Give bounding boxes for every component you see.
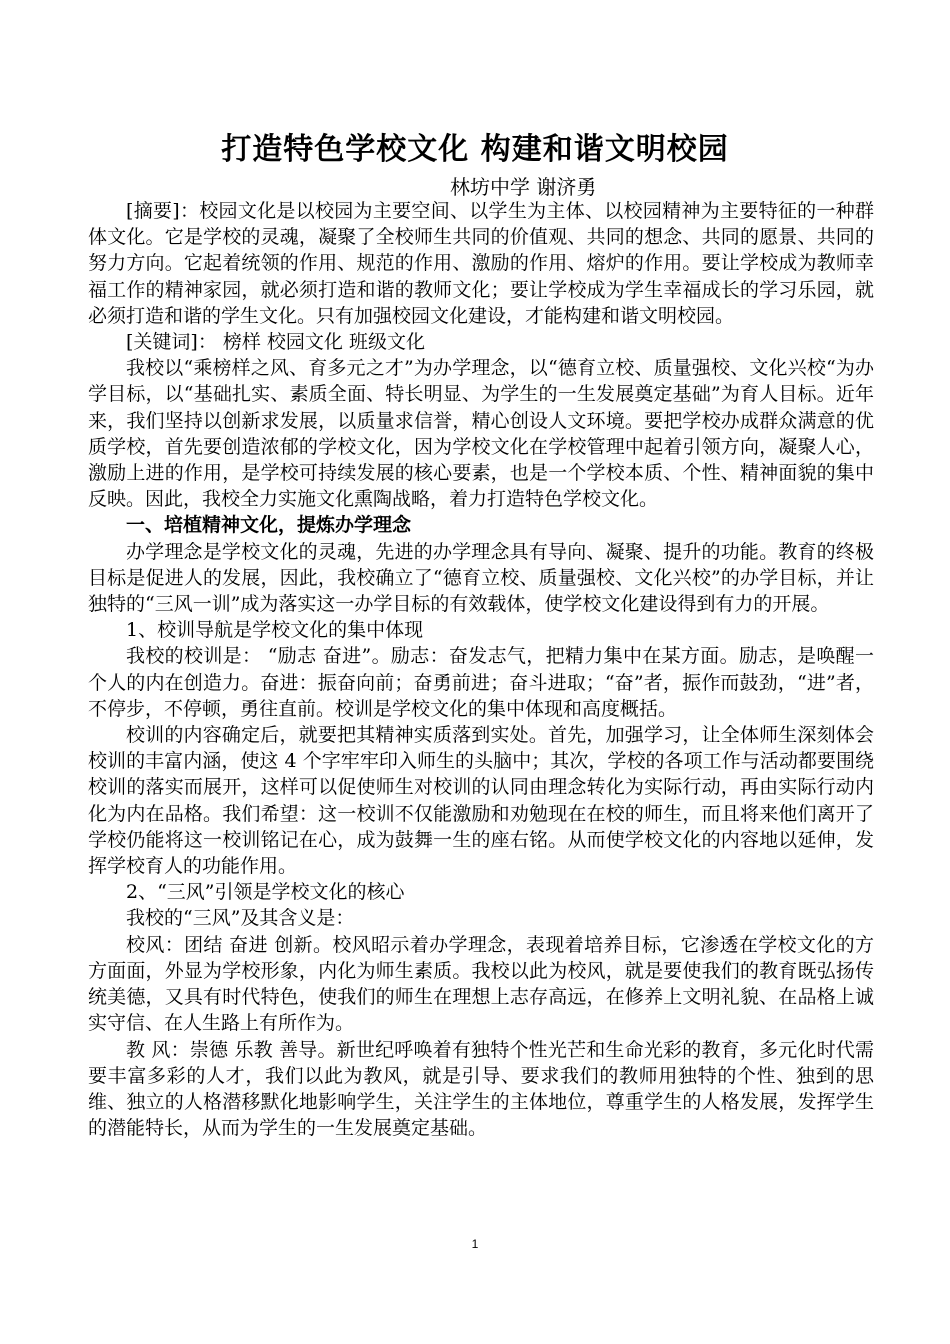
paragraph: 我校的校训是： “励志 奋进”。励志：奋发志气，把精力集中在某方面。励志，是唤醒一个人的内在创造力。奋进：振奋向前；奋勇前进；奋斗进取；“奋”者，振作而鼓劲，“进”者，不停步，不停顿，勇往直前。校训是学校文化的集中体现和高度概括。 xyxy=(88,645,874,720)
document-body xyxy=(88,198,874,1141)
paragraph: 我校的“三风”及其含义是： xyxy=(126,907,355,930)
paragraph: 办学理念是学校文化的灵魂，先进的办学理念具有导向、凝聚、提升的功能。教育的终极目标是促进人的发展，因此，我校确立了“德育立校、质量强校、文化兴校”的办学目标，并让独特的“三风一训”成为落实这一办学目标的有效载体，使学校文化建设得到有力的开展。 xyxy=(88,540,874,616)
subheading: 1、校训导航是学校文化的集中体现 xyxy=(126,619,424,642)
subheading: 2、“三风”引领是学校文化的核心 xyxy=(126,881,405,904)
page-number: 1 xyxy=(471,1237,479,1251)
paragraph: 校风：团结 奋进 创新。校风昭示着办学理念，表现着培养目标，它渗透在学校文化的方方面面，外显为学校形象，内化为师生素质。我校以此为校风，就是要使我们的教育既弘扬传统美德，又具有时代特色，使我们的师生在理想上志存高远，在修养上文明礼貌、在品格上诚实守信、在人生路上有所作为。 xyxy=(88,933,874,1035)
paragraph: 教 风：崇德 乐教 善导。新世纪呼唤着有独特个性光芒和生命光彩的教育，多元化时代需要丰富多彩的人才，我们以此为教风，就是引导、要求我们的教师用独特的个性、独到的思维、独立的人格潜移默化地影响学生，关注学生的主体地位，尊重学生的人格发展，发挥学生的潜能特长，从而为学生的一生发展奠定基础。 xyxy=(88,1038,874,1140)
paragraph-abstract: [摘要]：校园文化是以校园为主要空间、以学生为主体、以校园精神为主要特征的一种群体文化。它是学校的灵魂，凝聚了全校师生共同的价值观、共同的想念、共同的愿景、共同的努力方向。它起着统领的作用、规范的作用、激励的作用、熔炉的作用。要让学校成为教师幸福工作的精神家园，就必须打造和谐的教师文化；要让学校成为学生幸福成长的学习乐园，就必须打造和谐的学生文化。只有加强校园文化建设，才能构建和谐文明校园。 xyxy=(88,200,874,327)
paragraph: 校训的内容确定后，就要把其精神实质落到实处。首先，加强学习，让全体师生深刻体会校训的丰富内涵，使这 4 个字牢牢印入师生的头脑中；其次，学校的各项工作与活动都要围绕校训的落实而展开，这样可以促使师生对校训的认同由理念转化为实际行动，再由实际行动内化为内在品格。我们希望：这一校训不仅能激励和劝勉现在在校的师生，而且将来他们离开了学校仍能将这一校训铭记在心，成为鼓舞一生的座右铭。从而使学校文化的内容地以延伸，发挥学校育人的功能作用。 xyxy=(88,724,874,878)
paragraph: 我校以“乘榜样之风、育多元之才”为办学理念，以“德育立校、质量强校、文化兴校“为办学目标，以“基础扎实、素质全面、特长明显、为学生的一生发展奠定基础”为育人目标。近年来，我们坚持以创新求发展，以质量求信誉，精心创设人文环境。要把学校办成群众满意的优质学校，首先要创造浓郁的学校文化，因为学校文化在学校管理中起着引领方向，凝聚人心，激励上进的作用，是学校可持续发展的核心要素，也是一个学校本质、个性、精神面貌的集中反映。因此，我校全力实施文化熏陶战略，着力打造特色学校文化。 xyxy=(88,357,874,511)
author-line: 林坊中学 谢济勇 xyxy=(450,175,597,199)
document-title: 打造特色学校文化 构建和谐文明校园 xyxy=(221,132,729,167)
section-heading: 一、培植精神文化，提炼办学理念 xyxy=(126,514,412,537)
paragraph-keywords: [关键词]： 榜样 校园文化 班级文化 xyxy=(126,331,425,354)
